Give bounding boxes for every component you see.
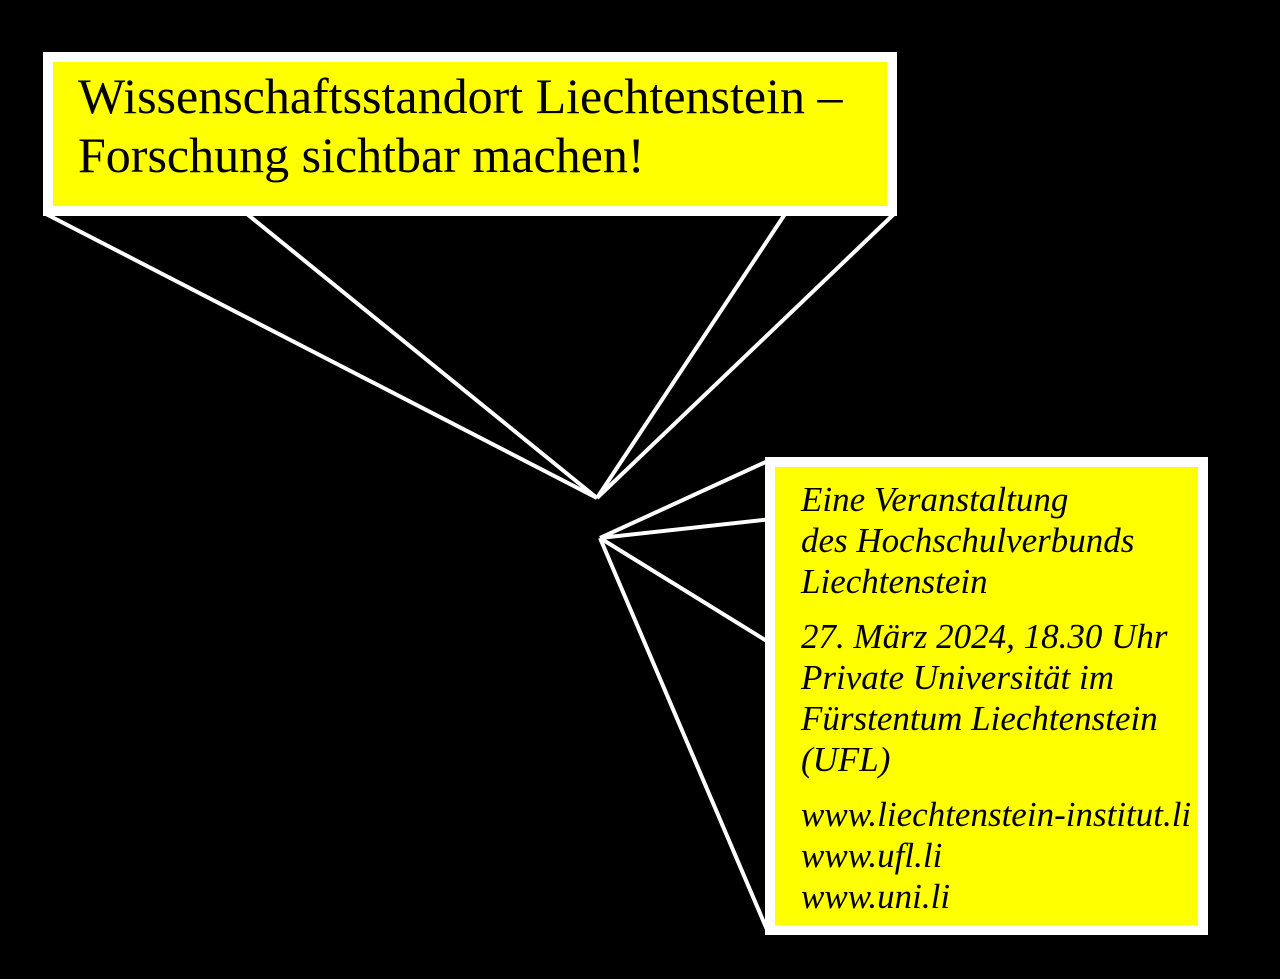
title-box (43, 52, 897, 216)
event-venue-line-2: Fürstentum Liechtenstein (801, 699, 1158, 738)
event-venue-abbreviation: (UFL) (801, 740, 891, 779)
event-venue-line-1: Private Universität im (801, 658, 1115, 697)
title-line-1: Wissenschaftsstandort Liechtenstein – (78, 68, 843, 124)
connector-line (247, 214, 597, 498)
title-line-2: Forschung sichtbar machen! (78, 127, 645, 183)
organizer-line-1: Eine Veranstaltung (801, 480, 1069, 519)
connector-line (600, 519, 772, 538)
connector-line (600, 538, 770, 643)
connector-line (46, 214, 597, 498)
website-liechtenstein-institut: www.liechtenstein-institut.li (801, 795, 1192, 834)
organizer-line-3: Liechtenstein (801, 562, 988, 601)
organizer-line-2: des Hochschulverbunds (801, 521, 1135, 560)
info-box (765, 457, 1208, 935)
connector-line (600, 538, 768, 932)
event-date-time: 27. März 2024, 18.30 Uhr (801, 617, 1168, 656)
website-uni: www.uni.li (801, 877, 951, 916)
event-details-paragraph (801, 616, 1198, 780)
websites-paragraph (801, 794, 1198, 917)
connector-line (597, 214, 785, 498)
connector-line (597, 214, 894, 498)
organizer-paragraph (801, 479, 1198, 602)
website-ufl: www.ufl.li (801, 836, 943, 875)
